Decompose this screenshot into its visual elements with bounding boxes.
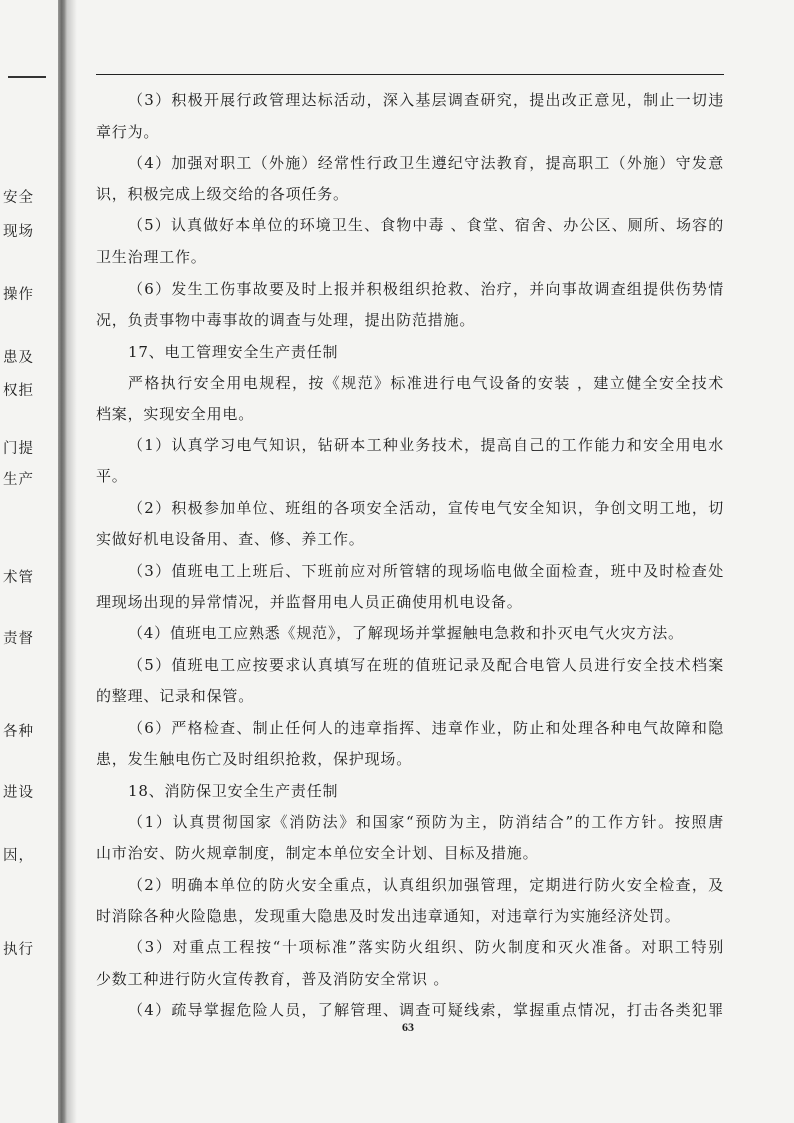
previous-page-bleed bbox=[0, 0, 58, 1123]
paragraph-line: 患，发生触电伤亡及时组织抢救，保护现场。 bbox=[96, 750, 413, 768]
paragraph-line: （3）值班电工上班后、下班前应对所管辖的现场临电做全面检查，班中及时检查处 bbox=[128, 562, 724, 580]
paragraph-line: （4）加强对职工（外施）经常性行政卫生遵纪守法教育，提高职工（外施）守发意 bbox=[128, 154, 724, 172]
bleed-rule bbox=[8, 76, 46, 78]
paragraph-line: （4）疏导掌握危险人员，了解管理、调查可疑线索，掌握重点情况，打击各类犯罪 bbox=[128, 1001, 724, 1019]
paragraph-line: （5）认真做好本单位的环境卫生、食物中毒 、食堂、宿舍、办公区、厕所、场容的 bbox=[128, 216, 724, 234]
bleed-fragment: 各种 bbox=[3, 724, 34, 740]
paragraph-line: 少数工种进行防火宣传教育，普及消防安全常识 。 bbox=[96, 970, 450, 988]
bleed-fragment: 执行 bbox=[3, 942, 34, 958]
paragraph-line: 的整理、记录和保管。 bbox=[96, 687, 255, 705]
header-rule bbox=[96, 74, 724, 75]
bleed-fragment: 生产 bbox=[3, 472, 34, 488]
section-heading: 18、消防保卫安全生产责任制 bbox=[128, 782, 339, 800]
bleed-fragment: 责督 bbox=[3, 631, 34, 647]
paragraph-line: （6）发生工伤事故要及时上报并积极组织抢救、治疗，并向事故调查组提供伤势情 bbox=[128, 280, 724, 298]
paragraph-line: 章行为。 bbox=[96, 123, 160, 141]
paragraph-line: （2）积极参加单位、班组的各项安全活动，宣传电气安全知识，争创文明工地，切 bbox=[128, 499, 724, 517]
paragraph-line: 卫生治理工作。 bbox=[96, 248, 207, 266]
bleed-fragment: 患及 bbox=[3, 350, 34, 366]
paragraph-line: 实做好机电设备用、查、修、养工作。 bbox=[96, 530, 365, 548]
paragraph-line: 时消除各种火险隐患，发现重大隐患及时发出违章通知，对违章行为实施经济处罚。 bbox=[96, 907, 681, 925]
paragraph-line: 平。 bbox=[96, 467, 128, 485]
bleed-fragment: 术管 bbox=[3, 570, 34, 586]
paragraph-line: （4）值班电工应熟悉《规范》，了解现场并掌握触电急救和扑灭电气火灾方法。 bbox=[128, 624, 684, 642]
paragraph-line: 严格执行安全用电规程，按《规范》标准进行电气设备的安装 ，建立健全安全技术 bbox=[128, 374, 724, 392]
paragraph-line: （1）认真贯彻国家《消防法》和国家“预防为主，防消结合”的工作方针。按照唐 bbox=[128, 813, 724, 831]
binding-shadow bbox=[67, 0, 77, 1123]
binding-spine bbox=[58, 0, 67, 1123]
paragraph-line: 理现场出现的异常情况，并监督用电人员正确使用机电设备。 bbox=[96, 593, 523, 611]
bleed-fragment: 权拒 bbox=[3, 383, 34, 399]
paragraph-line: （3）对重点工程按“十项标准”落实防火组织、防火制度和灭火准备。对职工特别 bbox=[128, 938, 724, 956]
document-page bbox=[96, 0, 726, 1123]
bleed-fragment: 安全 bbox=[3, 190, 34, 206]
bleed-fragment: 因， bbox=[3, 848, 34, 864]
paragraph-line: （6）严格检查、制止任何人的违章指挥、违章作业，防止和处理各种电气故障和隐 bbox=[128, 719, 724, 737]
paragraph-line: 山市治安、防火规章制度，制定本单位安全计划、目标及措施。 bbox=[96, 844, 539, 862]
paragraph-line: （2）明确本单位的防火安全重点，认真组织加强管理，定期进行防火安全检查，及 bbox=[128, 876, 724, 894]
section-heading: 17、电工管理安全生产责任制 bbox=[128, 343, 339, 361]
paragraph-line: 识，积极完成上级交给的各项任务。 bbox=[96, 185, 349, 203]
bleed-fragment: 现场 bbox=[3, 224, 34, 240]
bleed-fragment: 进设 bbox=[3, 785, 34, 801]
page-number: 63 bbox=[402, 1020, 414, 1034]
paragraph-line: （5）值班电工应按要求认真填写在班的值班记录及配合电管人员进行安全技术档案 bbox=[128, 656, 724, 674]
paragraph-line: （1）认真学习电气知识，钻研本工种业务技术，提高自己的工作能力和安全用电水 bbox=[128, 436, 724, 454]
bleed-fragment: 门提 bbox=[3, 441, 34, 457]
paragraph-line: 况，负责事物中毒事故的调查与处理，提出防范措施。 bbox=[96, 311, 476, 329]
paragraph-line: 档案，实现安全用电。 bbox=[96, 405, 255, 423]
paragraph-line: （3）积极开展行政管理达标活动，深入基层调查研究，提出改正意见，制止一切违 bbox=[128, 91, 724, 109]
bleed-fragment: 操作 bbox=[3, 287, 34, 303]
